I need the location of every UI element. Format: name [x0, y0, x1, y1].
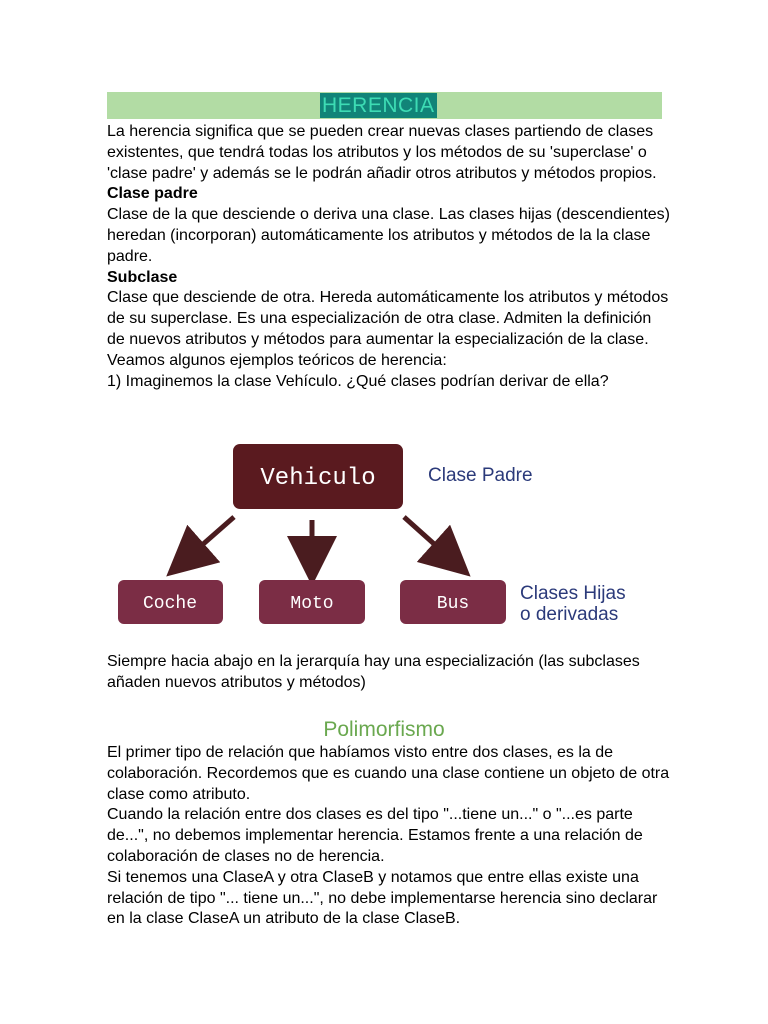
poly-paragraph-2: Cuando la relación entre dos clases es del tipo "...tiene un..." o "...es parte de...", no debemos implementar herencia. Estamos frente a una relación de colaboración de clases no de herencia.: [107, 806, 643, 865]
heading-subclase: Subclase: [107, 268, 178, 286]
after-diagram-section: [107, 652, 672, 694]
child-label-bus: Bus: [436, 594, 470, 614]
arrow-left: [185, 517, 234, 560]
child-label-coche: Coche: [142, 594, 198, 614]
child-class-node-coche: [118, 580, 223, 624]
children-caption-line2: o derivadas: [520, 604, 619, 625]
poly-paragraph-1: El primer tipo de relación que habíamos visto entre dos clases, es la de colaboración. Recordemos que es cuando una clase contiene un objeto de otra clase como atributo.: [107, 744, 670, 803]
child-class-node-moto: [259, 580, 365, 624]
paragraph-ejemplos: Veamos algunos ejemplos teóricos de herencia:: [107, 351, 447, 369]
polimorfismo-section: [107, 743, 672, 930]
paragraph-subclase: Clase que desciende de otra. Hereda automáticamente los atributos y métodos de su superclase. Es una especialización de otra clase. Admiten la definición de nuevos atributos y métodos para aumentar la especialización de la clase.: [107, 289, 669, 348]
child-label-moto: Moto: [290, 594, 334, 614]
polimorfismo-heading: Polimorfismo: [323, 718, 445, 741]
poly-paragraph-3: Si tenemos una ClaseA y otra ClaseB y notamos que entre ellas existe una relación de tipo "... tiene un...", no debe implementarse herencia sino declarar en la clase ClaseA un atributo de la clase ClaseB.: [107, 868, 658, 928]
specialization-paragraph: Siempre hacia abajo en la jerarquía hay una especialización (las subclases añaden nuevos atributos y métodos): [107, 653, 640, 691]
parent-class-node: [233, 444, 403, 509]
paragraph-clase-padre: Clase de la que desciende o deriva una clase. Las clases hijas (descendientes) heredan (incorporan) automáticamente los atributos y métodos de la la clase padre.: [107, 206, 671, 265]
parent-class-label: Vehiculo: [260, 465, 376, 492]
arrow-right: [404, 517, 452, 560]
arrows: [185, 517, 452, 561]
paragraph-pregunta: 1) Imaginemos la clase Vehículo. ¿Qué clases podrían derivar de ella?: [107, 372, 609, 390]
child-class-node-bus: [400, 580, 506, 624]
intro-paragraph: La herencia significa que se pueden crear nuevas clases partiendo de clases existentes, que tendrá todas los atributos y los métodos de su 'superclase' o 'clase padre' y además se le podrán añadir otros atributos y métodos propios.: [107, 123, 657, 182]
heading-clase-padre: Clase padre: [107, 185, 198, 203]
parent-caption: Clase Padre: [428, 465, 533, 486]
children-caption-line1: Clases Hijas: [520, 583, 626, 604]
page-title: HERENCIA: [322, 94, 435, 117]
